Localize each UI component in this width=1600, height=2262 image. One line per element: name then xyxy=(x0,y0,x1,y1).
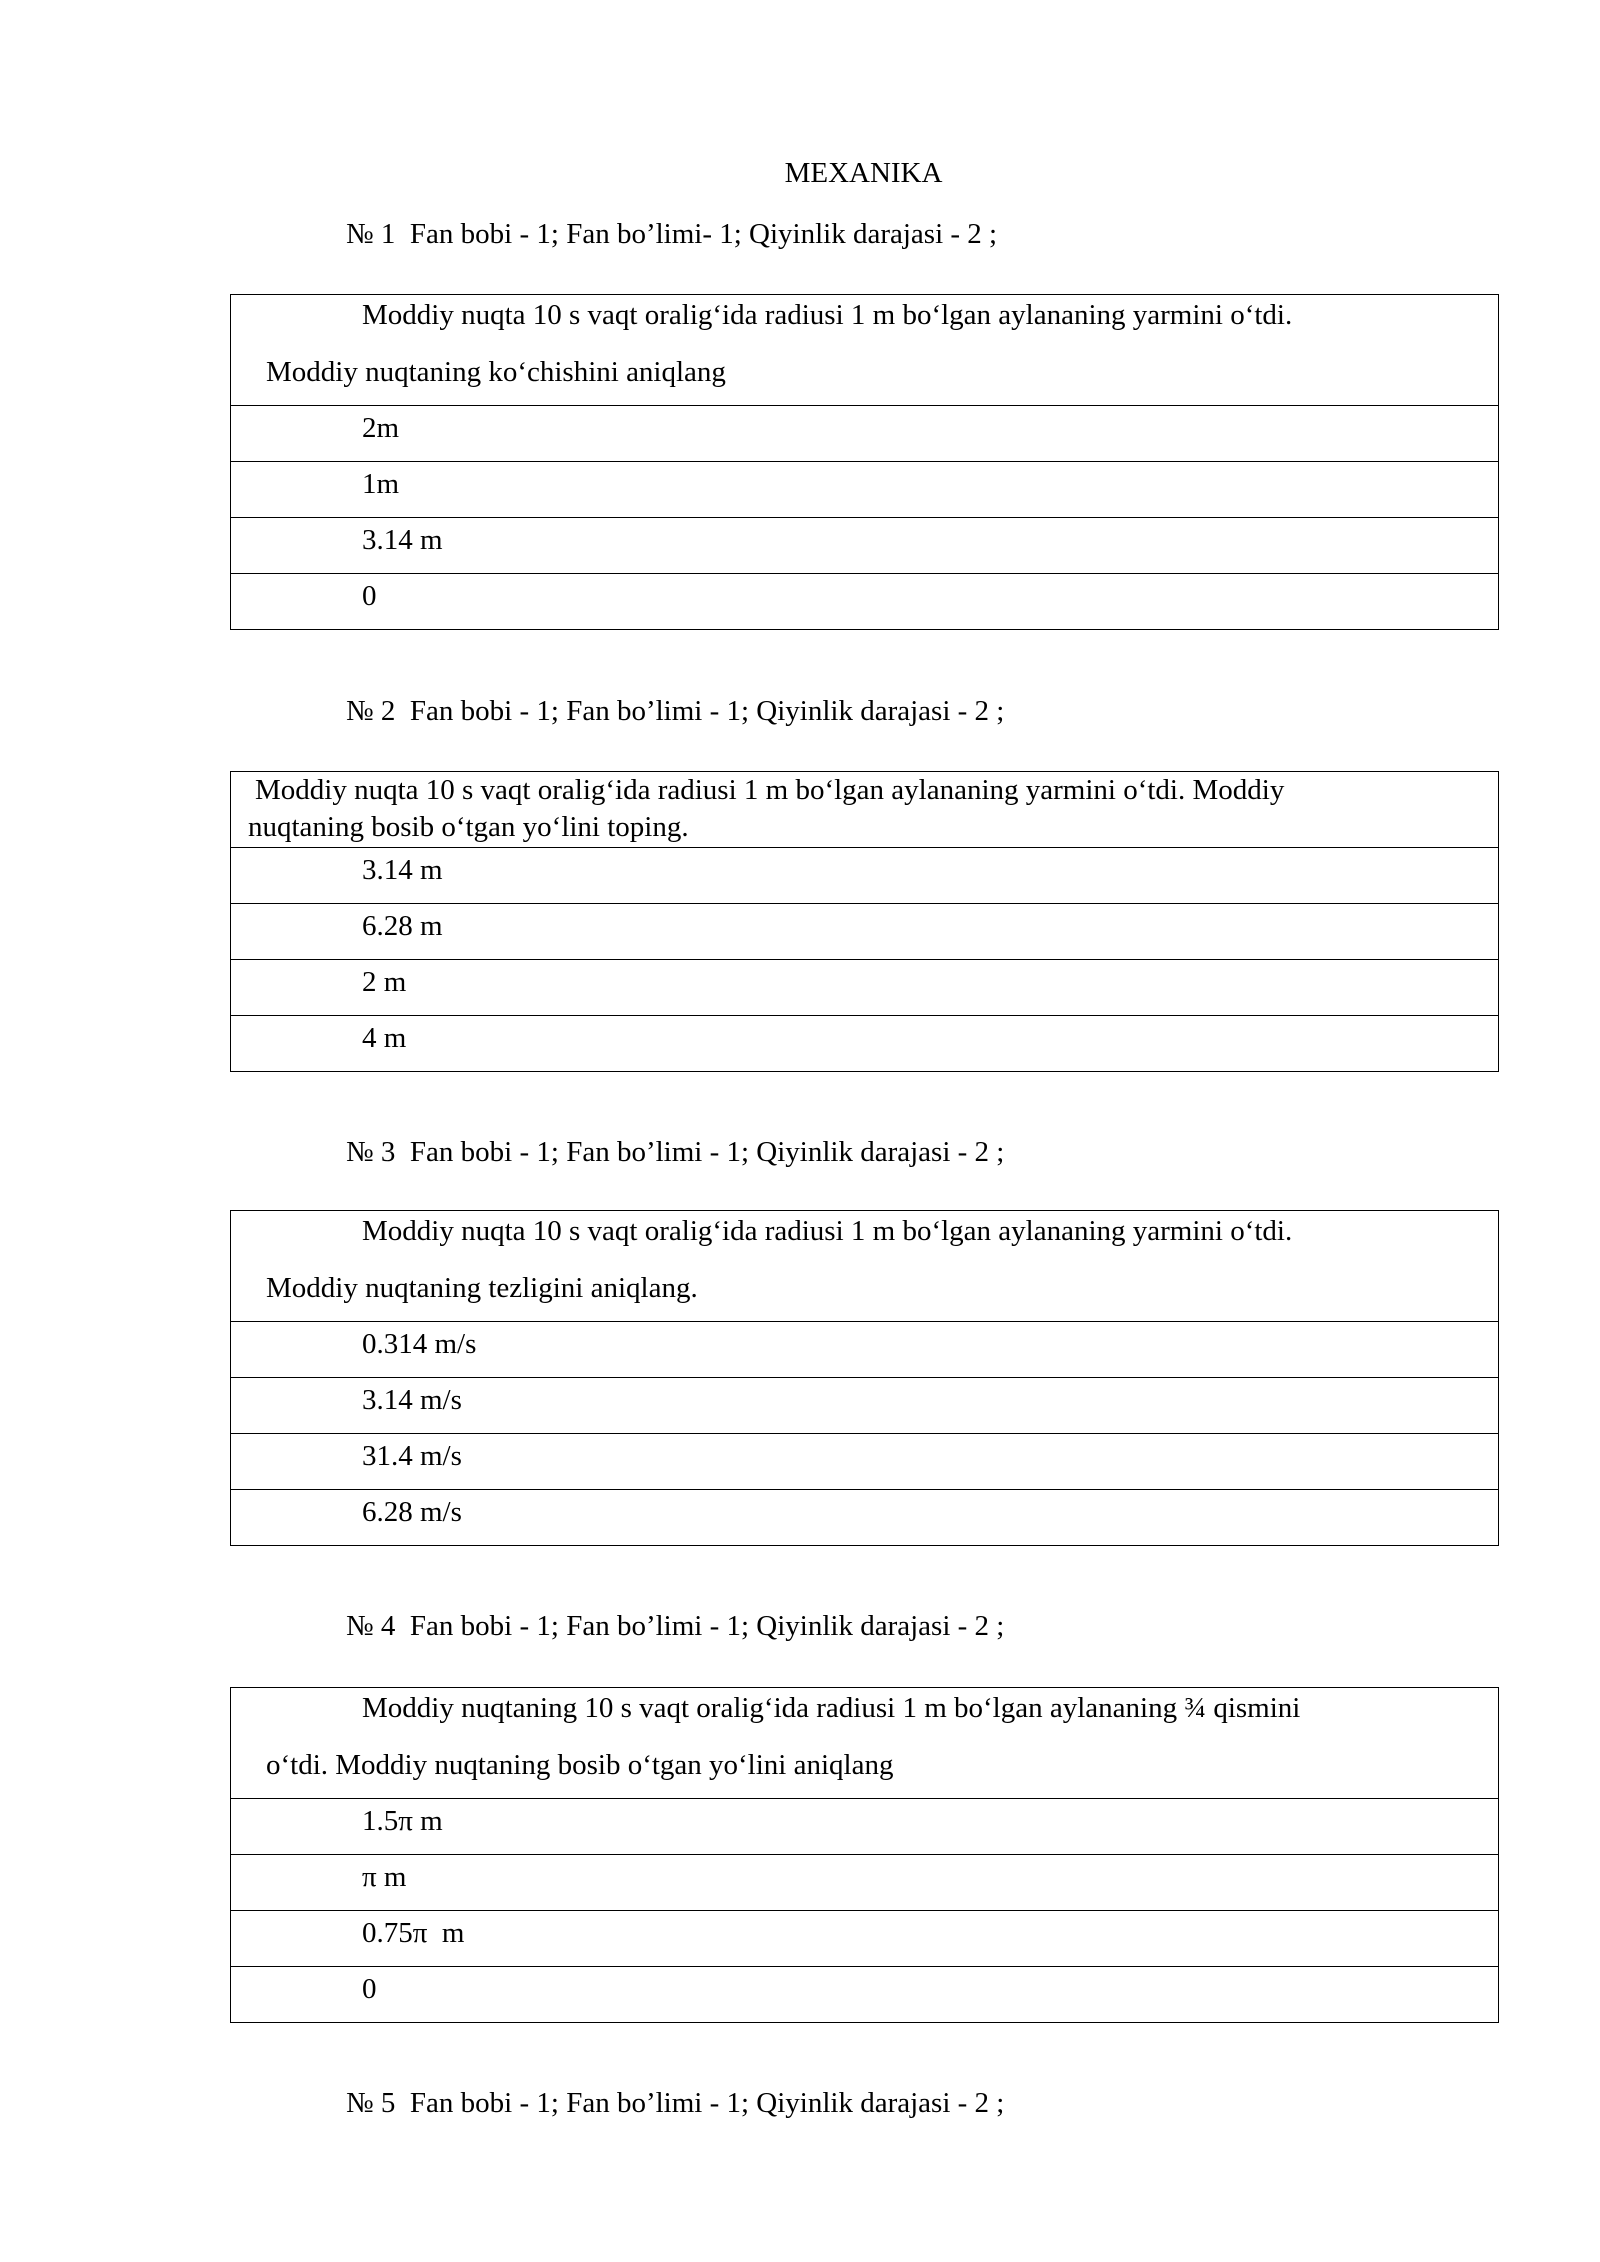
answer-option: 3.14 m/s xyxy=(231,1377,1498,1433)
answer-option: 3.14 m xyxy=(231,847,1498,903)
answer-option: 3.14 m xyxy=(231,517,1498,573)
answer-option: 0.314 m/s xyxy=(231,1321,1498,1377)
question-text-cell xyxy=(231,295,1498,405)
answer-option: π m xyxy=(231,1854,1498,1910)
answer-option: 6.28 m xyxy=(231,903,1498,959)
question-text-line: Moddiy nuqta 10 s vaqt oralig‘ida radiusi 1 m bo‘lgan aylananing yarmini o‘tdi. xyxy=(362,1215,1293,1247)
answer-option: 2 m xyxy=(231,959,1498,1015)
answer-option: 1m xyxy=(231,461,1498,517)
question-text-line: Moddiy nuqtaning 10 s vaqt oralig‘ida radiusi 1 m bo‘lgan aylananing ¾ qismini xyxy=(362,1692,1301,1724)
answer-option: 4 m xyxy=(231,1015,1498,1071)
answer-option: 6.28 m/s xyxy=(231,1489,1498,1545)
question-text-line: Moddiy nuqta 10 s vaqt oralig‘ida radiusi 1 m bo‘lgan aylananing yarmini o‘tdi. Moddiy xyxy=(255,774,1285,806)
question-text-cell xyxy=(231,1688,1498,1798)
question-text-cell xyxy=(231,772,1498,847)
question-table-3 xyxy=(230,1210,1499,1546)
document-title: MEXANIKA xyxy=(784,157,943,189)
answer-option: 0.75π m xyxy=(231,1910,1498,1966)
answer-option: 31.4 m/s xyxy=(231,1433,1498,1489)
question-table-1 xyxy=(230,294,1499,630)
question-text-line: nuqtaning bosib o‘tgan yo‘lini toping. xyxy=(248,811,689,843)
question-header-4: № 4 Fan bobi - 1; Fan bo’limi - 1; Qiyinlik darajasi - 2 ; xyxy=(346,1610,1005,1642)
question-header-3: № 3 Fan bobi - 1; Fan bo’limi - 1; Qiyinlik darajasi - 2 ; xyxy=(346,1136,1005,1168)
answer-option: 2m xyxy=(231,405,1498,461)
answer-option: 0 xyxy=(231,1966,1498,2022)
question-header-1: № 1 Fan bobi - 1; Fan bo’limi- 1; Qiyinlik darajasi - 2 ; xyxy=(346,218,998,250)
question-table-4 xyxy=(230,1687,1499,2023)
question-text-line: Moddiy nuqtaning ko‘chishini aniqlang xyxy=(266,356,726,388)
question-text-line: o‘tdi. Moddiy nuqtaning bosib o‘tgan yo‘lini aniqlang xyxy=(266,1749,894,1781)
question-header-5: № 5 Fan bobi - 1; Fan bo’limi - 1; Qiyinlik darajasi - 2 ; xyxy=(346,2087,1005,2119)
question-text-cell xyxy=(231,1211,1498,1321)
question-text-line: Moddiy nuqta 10 s vaqt oralig‘ida radiusi 1 m bo‘lgan aylananing yarmini o‘tdi. xyxy=(362,299,1293,331)
answer-option: 1.5π m xyxy=(231,1798,1498,1854)
answer-option: 0 xyxy=(231,573,1498,629)
question-table-2 xyxy=(230,771,1499,1072)
question-header-2: № 2 Fan bobi - 1; Fan bo’limi - 1; Qiyinlik darajasi - 2 ; xyxy=(346,695,1005,727)
question-text-line: Moddiy nuqtaning tezligini aniqlang. xyxy=(266,1272,698,1304)
